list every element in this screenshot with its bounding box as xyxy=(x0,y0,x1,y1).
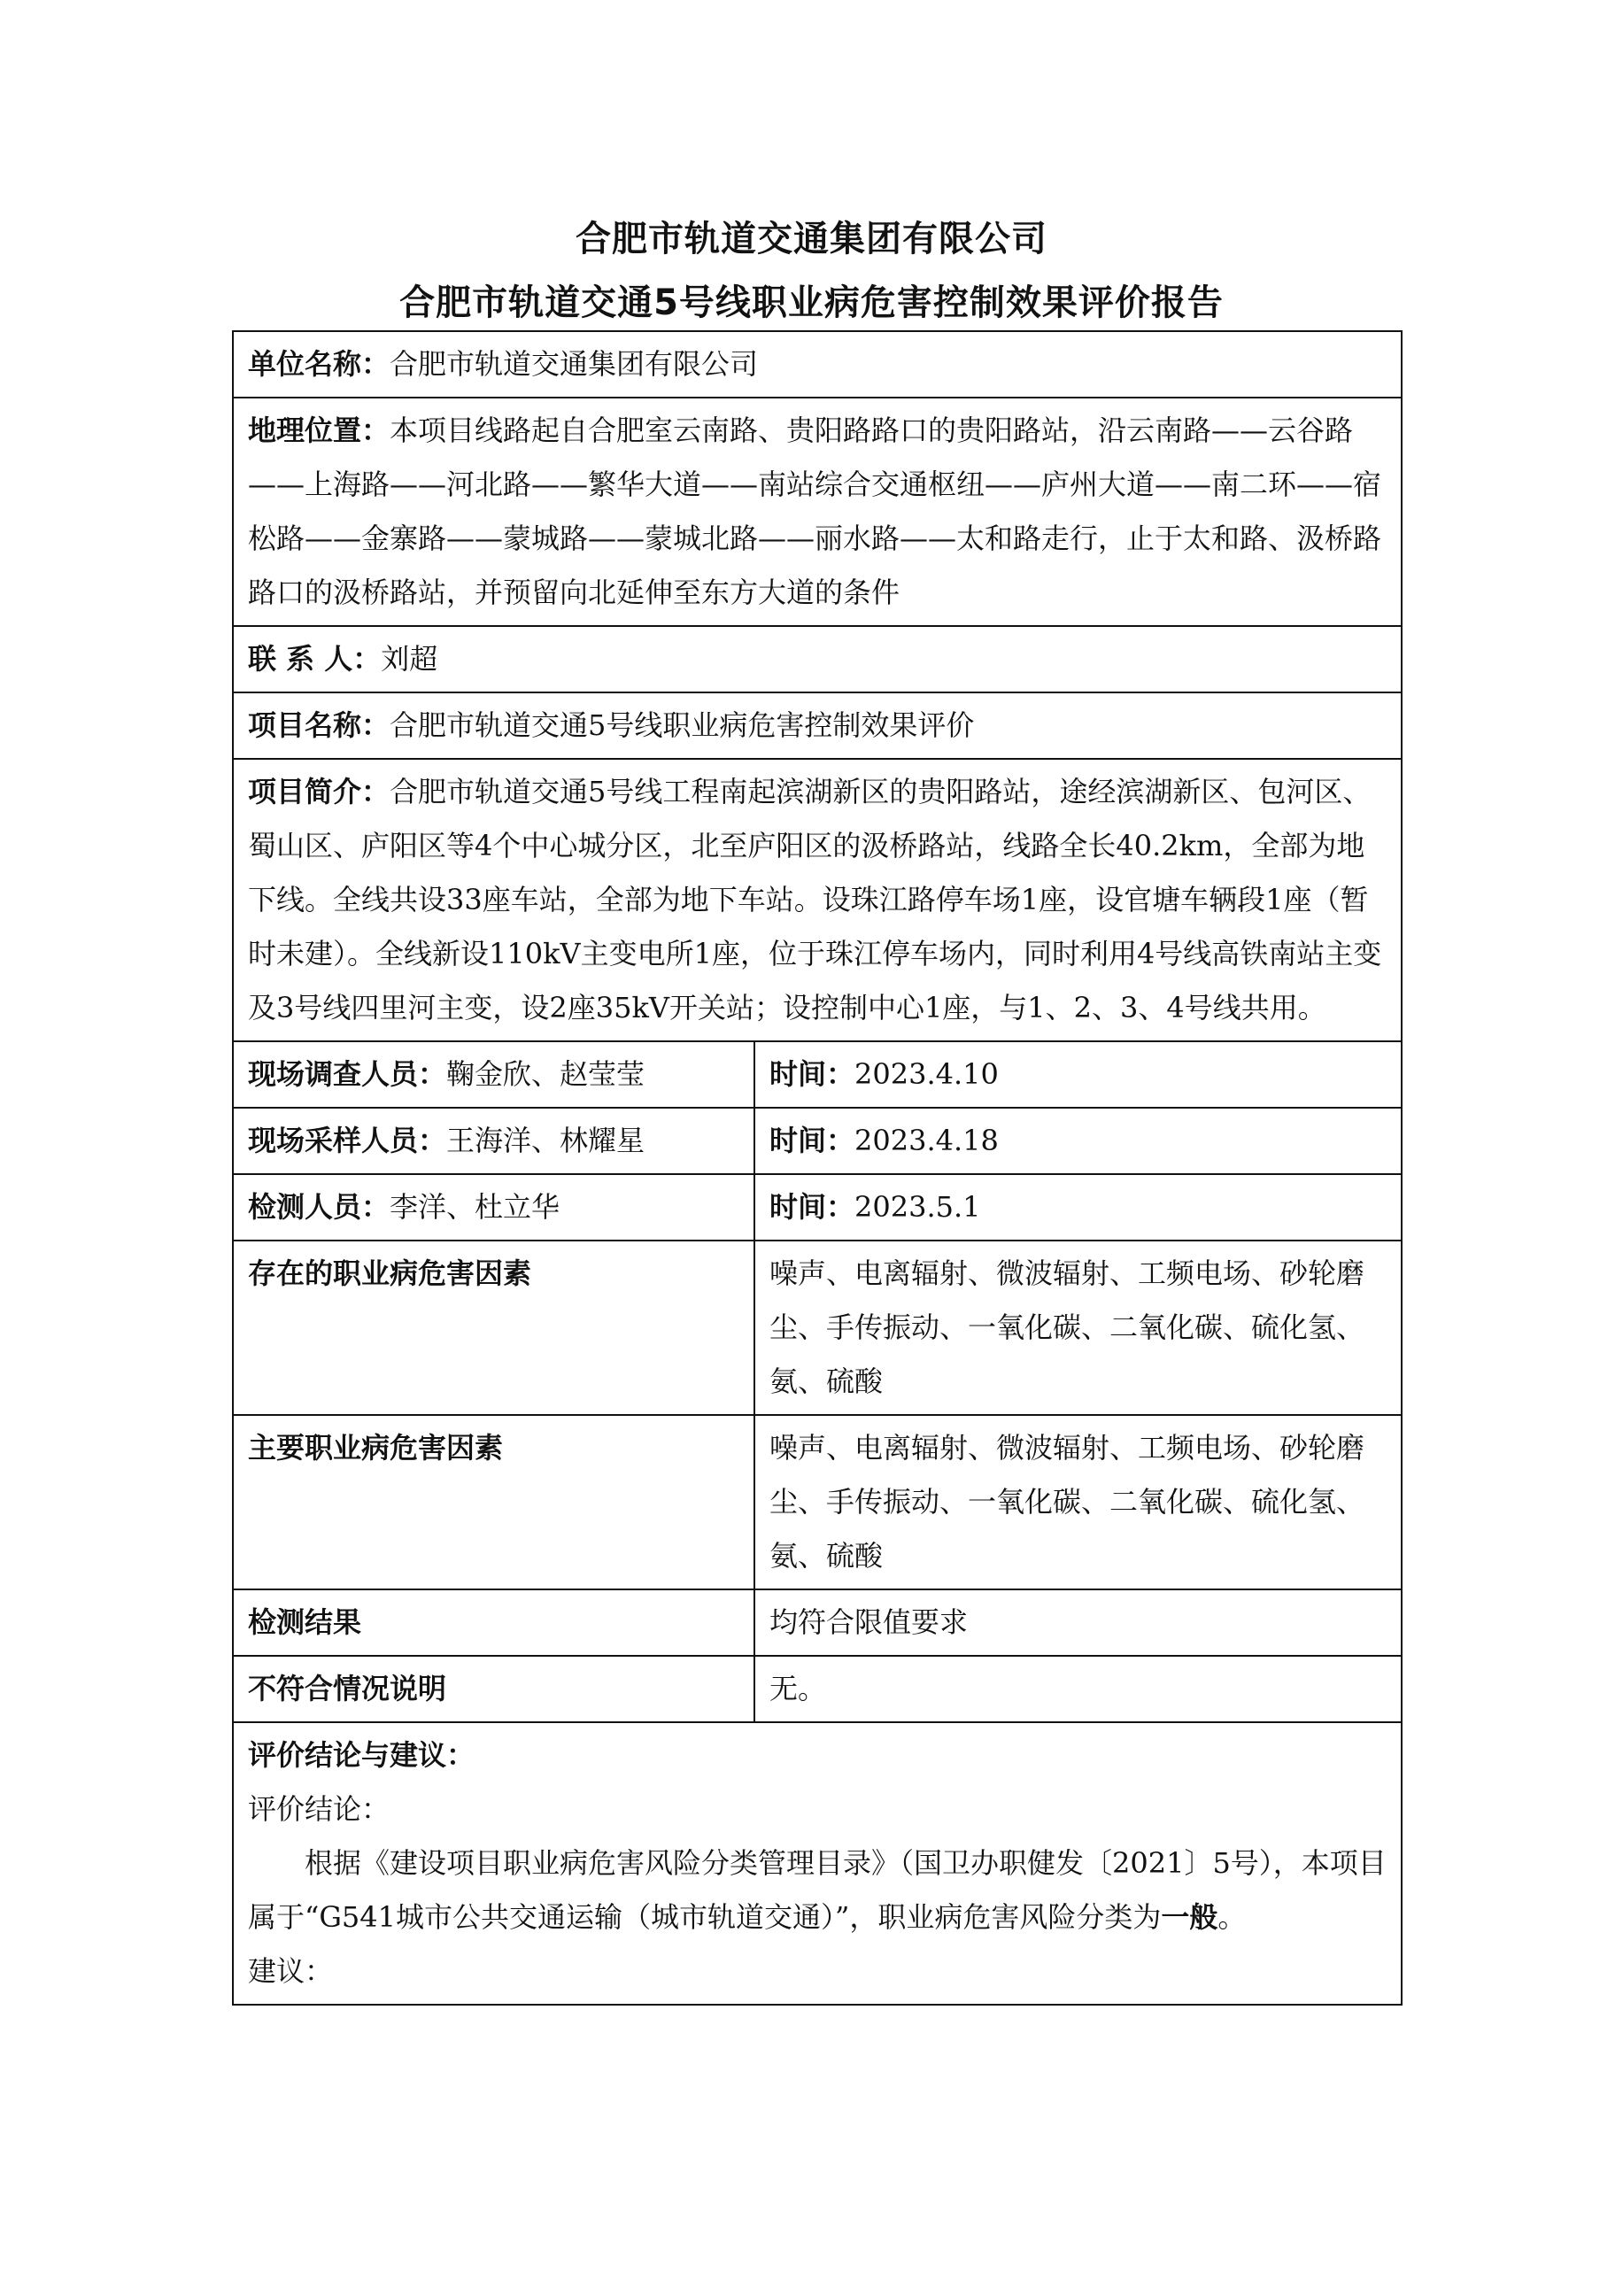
survey-label: 现场调查人员： xyxy=(248,1057,447,1091)
contact-value: 刘超 xyxy=(381,642,438,676)
main-hazards-label: 主要职业病危害因素 xyxy=(233,1415,754,1589)
survey-time-label: 时间： xyxy=(769,1057,855,1091)
project-value: 合肥市轨道交通5号线职业病危害控制效果评价 xyxy=(390,708,975,742)
conclusion-paragraph xyxy=(248,1836,1387,1944)
conclusion-sub-label: 评价结论： xyxy=(248,1792,390,1826)
survey-time-value: 2023.4.10 xyxy=(854,1057,999,1091)
location-label: 地理位置： xyxy=(248,414,390,447)
report-table xyxy=(232,330,1403,2006)
intro-label: 项目简介： xyxy=(248,775,390,808)
testing-time-value: 2023.5.1 xyxy=(854,1190,981,1224)
testing-value: 李洋、杜立华 xyxy=(390,1190,560,1224)
row-unit xyxy=(233,331,1402,398)
conclusion-paragraph-text: 根据《建设项目职业病危害风险分类管理目录》（国卫办职健发〔2021〕5号），本项目属于“G541城市公共交通运输（城市轨道交通）”，职业病危害风险分类为 xyxy=(248,1846,1387,1934)
existing-hazards-label: 存在的职业病危害因素 xyxy=(233,1241,754,1415)
row-intro xyxy=(233,759,1402,1041)
result-value: 均符合限值要求 xyxy=(754,1589,1402,1656)
sampling-time-label: 时间： xyxy=(769,1124,855,1157)
row-sampling xyxy=(233,1108,1402,1174)
conclusion-paragraph-end: 。 xyxy=(1217,1900,1247,1934)
existing-hazards-value: 噪声、电离辐射、微波辐射、工频电场、砂轮磨尘、手传振动、一氧化碳、二氧化碳、硫化氢、氨、硫酸 xyxy=(754,1241,1402,1415)
survey-value: 鞠金欣、赵莹莹 xyxy=(446,1057,645,1091)
sampling-time-value: 2023.4.18 xyxy=(854,1124,999,1157)
row-result xyxy=(233,1589,1402,1656)
row-project xyxy=(233,692,1402,759)
sampling-value: 王海洋、林耀星 xyxy=(446,1124,645,1157)
result-label: 检测结果 xyxy=(233,1589,754,1656)
row-location xyxy=(233,398,1402,626)
row-conclusion xyxy=(233,1722,1402,2005)
sampling-label: 现场采样人员： xyxy=(248,1124,447,1157)
report-title: 合肥市轨道交通5号线职业病危害控制效果评价报告 xyxy=(399,282,1224,323)
row-survey xyxy=(233,1041,1402,1108)
suggestion-label: 建议： xyxy=(248,1954,334,1988)
row-existing-hazards xyxy=(233,1241,1402,1415)
location-value: 本项目线路起自合肥室云南路、贵阳路路口的贵阳路站，沿云南路——云谷路——上海路——河北路——繁华大道——南站综合交通枢纽——庐州大道——南二环——宿松路——金寨路——蒙城路——蒙城北路——丽水路——太和路走行，止于太和路、汲桥路路口的汲桥路站，并预留向北延伸至东方大道的条件 xyxy=(248,414,1382,609)
nonconformity-value: 无。 xyxy=(754,1656,1402,1722)
testing-time-label: 时间： xyxy=(769,1190,855,1224)
unit-value: 合肥市轨道交通集团有限公司 xyxy=(390,347,759,381)
row-testing xyxy=(233,1174,1402,1241)
testing-label: 检测人员： xyxy=(248,1190,390,1224)
report-company-title: 合肥市轨道交通集团有限公司 xyxy=(576,219,1047,259)
main-hazards-value: 噪声、电离辐射、微波辐射、工频电场、砂轮磨尘、手传振动、一氧化碳、二氧化碳、硫化氢、氨、硫酸 xyxy=(754,1415,1402,1589)
contact-label: 联 系 人： xyxy=(248,642,382,676)
conclusion-label: 评价结论与建议： xyxy=(248,1738,475,1772)
row-nonconformity xyxy=(233,1656,1402,1722)
intro-value: 合肥市轨道交通5号线工程南起滨湖新区的贵阳路站，途经滨湖新区、包河区、蜀山区、庐阳区等4个中心城分区，北至庐阳区的汲桥路站，线路全长40.2km，全部为地下线。全线共设33座车站，全部为地下车站。设珠江路停车场1座，设官塘车辆段1座（暂时未建）。全线新设110kV主变电所1座，位于珠江停车场内，同时利用4号线高铁南站主变及3号线四里河主变，设2座35kV开关站；设控制中心1座，与1、2、3、4号线共用。 xyxy=(248,775,1382,1024)
project-label: 项目名称： xyxy=(248,708,390,742)
nonconformity-label: 不符合情况说明 xyxy=(233,1656,754,1722)
unit-label: 单位名称： xyxy=(248,347,390,381)
conclusion-risk-level: 一般 xyxy=(1161,1900,1218,1934)
row-contact xyxy=(233,626,1402,692)
row-main-hazards xyxy=(233,1415,1402,1589)
